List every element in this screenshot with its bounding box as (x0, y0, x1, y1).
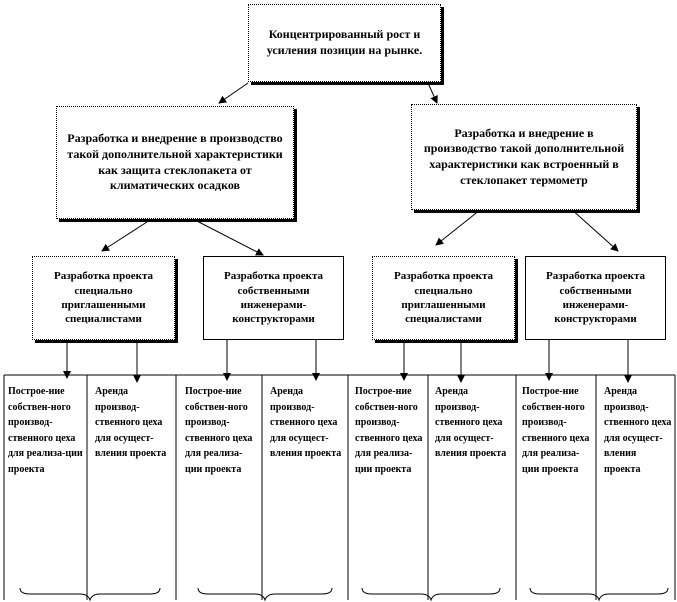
level2-node-2-text: Разработка проекта собственными инженерами-конструкторами (223, 270, 323, 326)
arrow-l1a-to-l2a (102, 220, 150, 251)
level3-cell-4-text: Аренда производ-ственного цеха для осущест-вления проекта (270, 386, 342, 459)
level2-node-3 (372, 256, 515, 340)
level3-cell-5 (355, 384, 427, 477)
level3-cell-1 (8, 384, 84, 477)
arrow-l1b-to-l2c (436, 210, 480, 245)
level2-node-1 (32, 256, 175, 340)
level2-node-2 (203, 256, 344, 340)
level3-cell-8-text: Аренда производ-ственного цеха для осущест-вления проекта (604, 386, 672, 475)
level2-node-4-text: Разработка проекта собственными инженерами-конструкторами (545, 270, 645, 326)
brace-4 (530, 588, 668, 600)
level3-cell-6 (435, 384, 513, 462)
root-node (248, 4, 441, 82)
level3-cell-7-text: Построе-ние собствен-ного производ-ственного цеха для реализа-ции проекта (522, 386, 590, 475)
level3-cell-1-text: Построе-ние собствен-ного производ-ственного цеха для реализа-ции проекта (8, 386, 83, 475)
arrow-root-to-right (428, 83, 437, 103)
level3-cell-7 (522, 384, 594, 477)
level3-cell-3-text: Построе-ние собствен-ного производ-ственного цеха для реализа-ции проекта (185, 386, 253, 475)
level3-cell-8 (604, 384, 674, 477)
level1-node-right-text: Разработка и внедрение в производство такой дополнительной характеристики как встроенный в стеклопакет термометр (423, 125, 625, 187)
arrow-l1a-to-l2b (195, 220, 263, 255)
root-node-text: Концентрированный рост и усиления позиции на рынке. (266, 27, 423, 57)
level3-cell-2-text: Аренда производ-ственного цеха для осущест-вления проекта (95, 386, 167, 459)
level1-node-left-text: Разработка и внедрение в производство такой дополнительной характеристики как защита стеклопакета от климатических осадков (67, 131, 283, 193)
level2-node-4 (525, 256, 666, 340)
level3-cell-3 (185, 384, 259, 477)
brace-1 (20, 588, 160, 600)
level1-node-left (56, 106, 294, 219)
arrow-root-to-left (219, 83, 248, 103)
level3-cell-2 (95, 384, 173, 462)
level3-cell-5-text: Построе-ние собствен-ного производ-ственного цеха для реализа-ции проекта (355, 386, 423, 475)
arrow-l1b-to-l2d (570, 208, 618, 251)
level2-node-1-text: Разработка проекта специально приглашенными специалистами (53, 270, 153, 326)
brace-3 (362, 588, 500, 600)
level1-node-right (411, 104, 637, 210)
level2-node-3-text: Разработка проекта специально приглашенными специалистами (393, 270, 493, 326)
level3-cell-4 (270, 384, 346, 462)
brace-2 (198, 588, 332, 600)
level3-cell-6-text: Аренда производ-ственного цеха для осущест-вления проекта (435, 386, 507, 459)
